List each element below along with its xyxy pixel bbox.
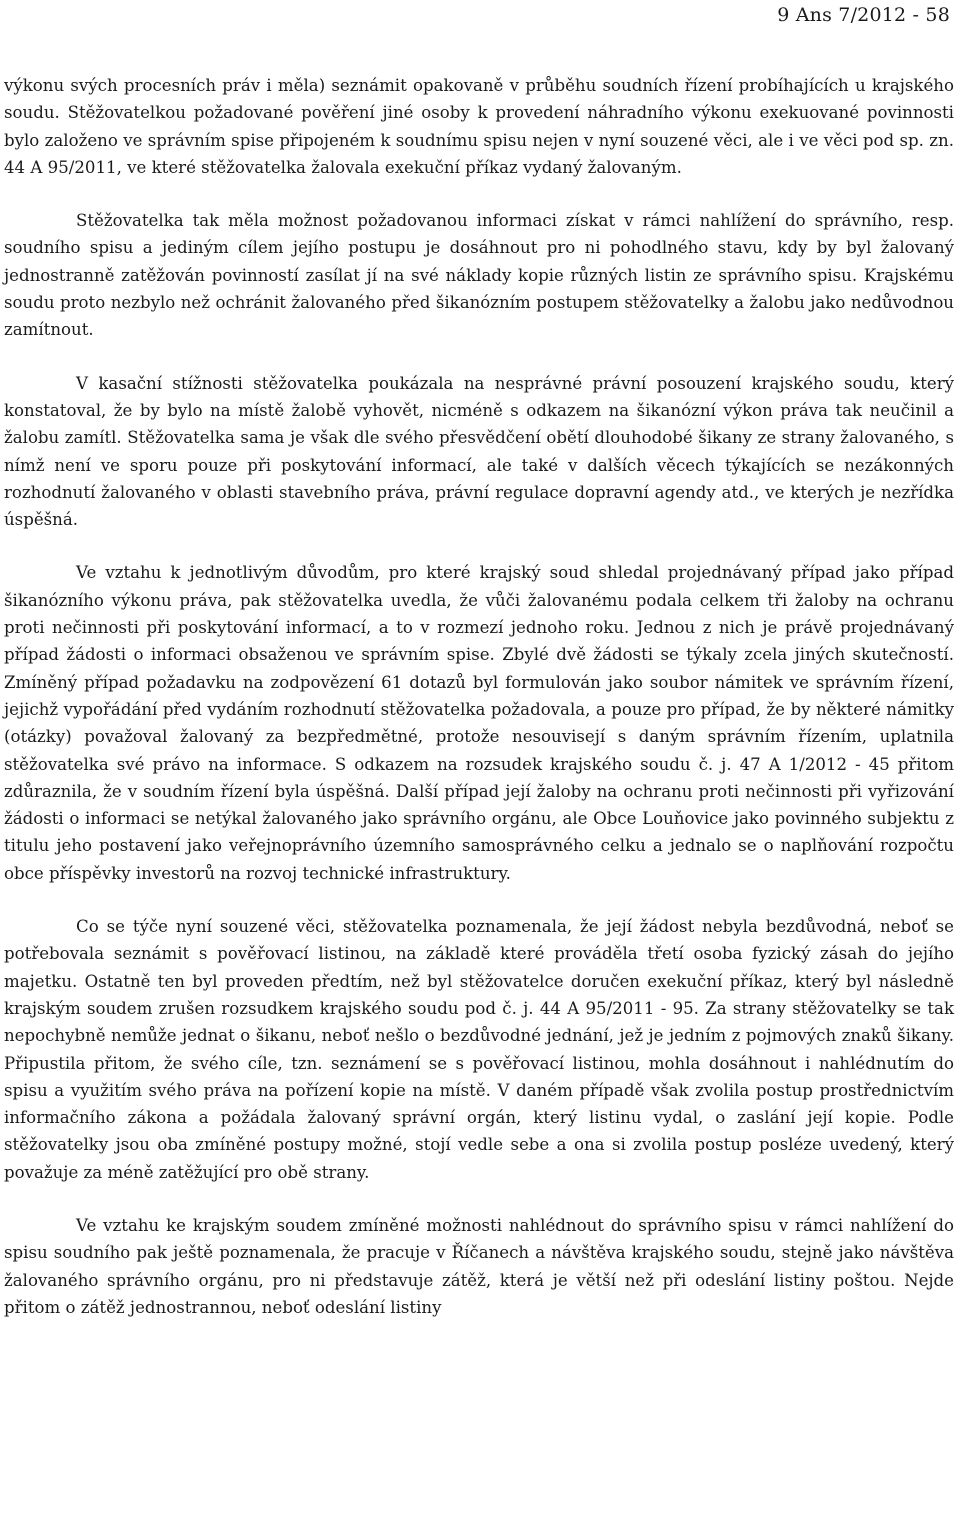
paragraph-cassation-complaint: V kasační stížnosti stěžovatelka poukázala na nesprávné právní posouzení krajského soudu, který konstatoval, že by bylo na místě žalobě vyhovět, nicméně s odkazem na šikanózní výkon práva tak neučinil a žalobu zamítl. Stěžovatelka sama je však dle svého přesvědčení obětí dlouhodobé šikany ze strany žalovaného, s nímž není ve sporu pouze při poskytování informací, ale také v dalších věcech týkajících se nezákonných rozhodnutí žalovaného v oblasti stavebního práva, právní regulace dopravní agendy atd., ve kterých je nezřídka úspěšná. [4,373,954,530]
paragraph-present-case: Co se týče nyní souzené věci, stěžovatelka poznamenala, že její žádost nebyla bezdůvodná, neboť se potřebovala seznámit s pověřovací listinou, na základě které prováděla třetí osoba fyzický zásah do jejího majetku. Ostatně ten byl proveden předtím, než byl stěžovatelce doručen exekuční příkaz, který byl následně krajským soudem zrušen rozsudkem krajského soudu pod č. j. 44 A 95/2011 - 95. Za strany stěžovatelky se tak nepochybně nemůže jednat o šikanu, neboť nešlo o bezdůvodné jednání, jež je jedním z pojmových znaků šikany. Připustila přitom, že svého cíle, tzn. seznámení se s pověřovací listinou, mohla dosáhnout i nahlédnutím do spisu a využitím svého práva na pořízení kopie na místě. V daném případě však zvolila postup prostřednictvím informačního zákona a požádala žalovaný správní orgán, který listinu vydal, o zaslání její kopie. Podle stěžovatelky jsou oba zmíněné postupy možné, stojí vedle sebe a ona si zvolila postup posléze uvedený, který považuje za méně zatěžující pro obě strany. [4,917,954,1182]
paragraph-access-to-file: Stěžovatelka tak měla možnost požadovanou informaci získat v rámci nahlížení do správního, resp. soudního spisu a jediným cílem jejího postupu je dosáhnout pro ni pohodlného stavu, kdy by byl žalovaný jednostranně zatěžován povinností zasílat jí na své náklady kopie různých listin ze správního spisu. Krajskému soudu proto nezbylo než ochránit žalovaného před šikanózním postupem stěžovatelky a žalobu jako nedůvodnou zamítnout. [4,211,954,340]
paragraph-continuation: výkonu svých procesních práv i měla) seznámit opakovaně v průběhu soudních řízení probíhajících u krajského soudu. Stěžovatelkou požadované pověření jiné osoby k provedení náhradního výkonu exekuované povinnosti bylo založeno ve správním spise připojeném k soudnímu spisu nejen v nyní souzené věci, ale i ve věci pod sp. zn. 44 A 95/2011, ve které stěžovatelka žalovala exekuční příkaz vydaný žalovaným. [4,76,954,177]
page-reference: 9 Ans 7/2012 - 58 [777,4,950,26]
paragraph-regional-court-access: Ve vztahu ke krajským soudem zmíněné možnosti nahlédnout do správního spisu v rámci nahlížení do spisu soudního pak ještě poznamenala, že pracuje v Říčanech a návštěva krajského soudu, stejně jako návštěva žalovaného správního orgánu, pro ni představuje zátěž, která je větší než při odeslání listiny poštou. Nejde přitom o zátěž jednostrannou, neboť odeslání listiny [4,1215,954,1317]
document-body [4,72,954,1321]
paragraph-individual-reasons: Ve vztahu k jednotlivým důvodům, pro které krajský soud shledal projednávaný případ jako případ šikanózního výkonu práva, pak stěžovatelka uvedla, že vůči žalovanému podala celkem tři žaloby na ochranu proti nečinnosti při poskytování informací, a to v rozmezí jednoho roku. Jednou z nich je právě projednávaný případ žádosti o informaci obsaženou ve správním spise. Zbylé dvě žádosti se týkaly zcela jiných skutečností. Zmíněný případ požadavku na zodpovězení 61 dotazů byl formulován jako soubor námitek ve správním řízení, jejichž vypořádání před vydáním rozhodnutí stěžovatelka požadovala, a pouze pro případ, že by některé námitky (otázky) považoval žalovaný za bezpředmětné, protože nesouvisejí s daným správním řízením, uplatnila stěžovatelka své právo na informace. S odkazem na rozsudek krajského soudu č. j. 47 A 1/2012 - 45 přitom zdůraznila, že v soudním řízení byla úspěšná. Další případ její žaloby na ochranu proti nečinnosti při vyřizování žádosti o informaci se netýkal žalovaného jako správního orgánu, ale Obce Louňovice jako povinného subjektu z titulu jeho postavení jako veřejnoprávního územního samosprávného celku a jednalo se o naplňování rozpočtu obce příspěvky investorů na rozvoj technické infrastruktury. [4,563,954,883]
